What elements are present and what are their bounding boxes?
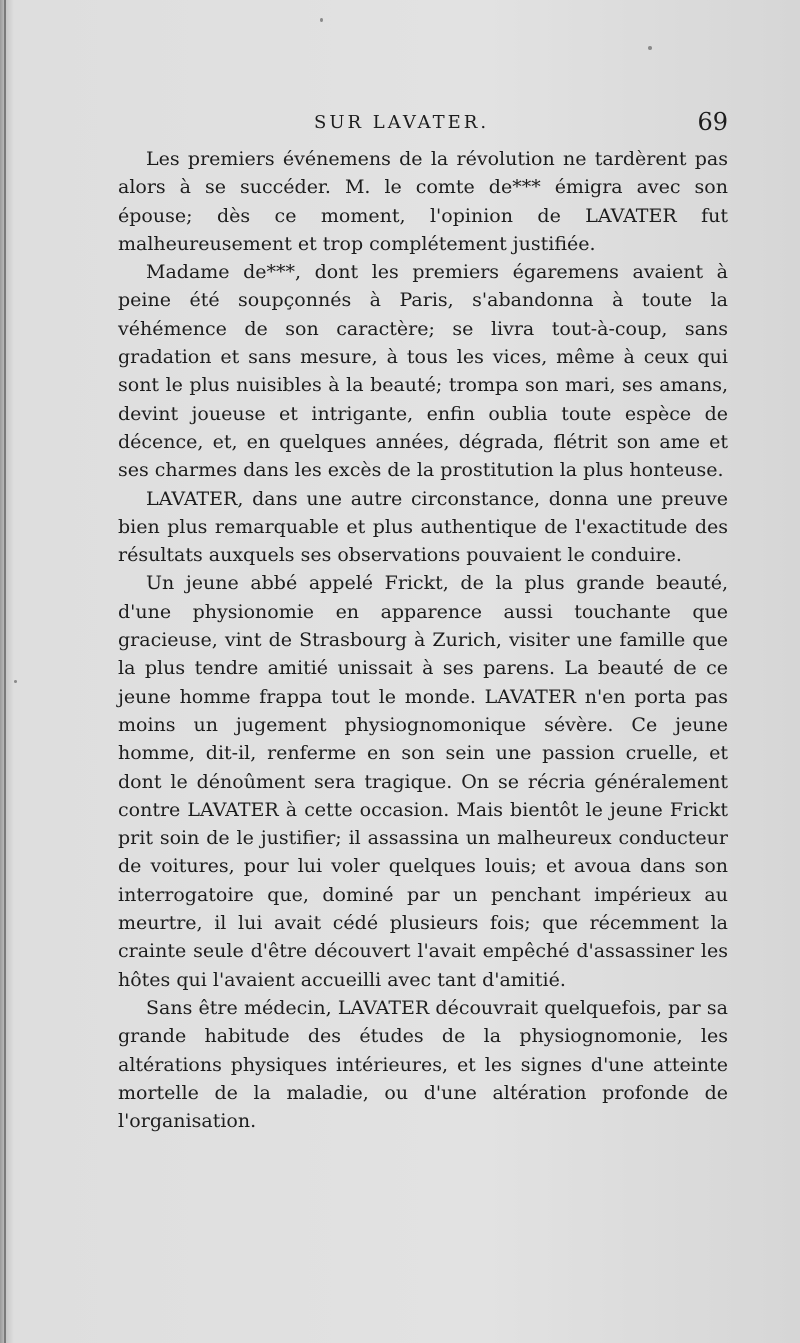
ink-speck	[648, 46, 652, 50]
running-title: SUR LAVATER.	[314, 112, 490, 133]
ink-speck	[320, 18, 323, 22]
page-gutter-edge	[4, 0, 6, 1343]
paragraph: Madame de***, dont les premiers égaremens avaient à peine été soupçonnés à Paris, s'abandonna à toute la véhémence de son caractère; se livra tout-à-coup, sans gradation et sans mesure, à tous les vices, même à ceux qui sont le plus nuisibles à la beauté; trompa son mari, ses amans, devint joueuse et intrigante, enfin oublia toute espèce de décence, et, en quelques années, dégrada, flétrit son ame et ses charmes dans les excès de la prostitution la plus honteuse.	[118, 261, 728, 482]
page-number: 69	[697, 108, 728, 136]
paragraph: Un jeune abbé appelé Frickt, de la plus grande beauté, d'une physionomie en apparence aussi touchante que gracieuse, vint de Strasbourg à Zurich, visiter une famille que la plus tendre amitié unissait à ses parens. La beauté de ce jeune homme frappa tout le monde. LAVATER n'en porta pas moins un jugement physiognomonique sévère. Ce jeune homme, dit-il, renferme en son sein une passion cruelle, et dont le dénoûment sera tragique. On se récria généralement contre LAVATER à cette occasion. Mais bientôt le jeune Frickt prit soin de le justifier; il assassina un malheureux conducteur de voitures, pour lui voler quelques louis; et avoua dans son interrogatoire que, dominé par un penchant impérieux au meurtre, il lui avait cédé plusieurs fois; que récemment la crainte seule d'être découvert l'avait empêché d'assassiner les hôtes qui l'avaient accueilli avec tant d'amitié.	[118, 572, 728, 991]
ink-speck	[14, 680, 17, 683]
body-text	[118, 145, 728, 1135]
running-head	[118, 108, 728, 138]
paragraph: LAVATER, dans une autre circonstance, donna une preuve bien plus remarquable et plus authentique de l'exactitude des résultats auxquels ses observations pouvaient le conduire.	[118, 487, 728, 567]
paragraph: Sans être médecin, LAVATER découvrait quelquefois, par sa grande habitude des études de la physiognomonie, les altérations physiques intérieures, et les signes d'une atteinte mortelle de la maladie, ou d'une altération profonde de l'organisation.	[118, 996, 728, 1133]
paragraph: Les premiers événemens de la révolution ne tardèrent pas alors à se succéder. M. le comte de*** émigra avec son épouse; dès ce moment, l'opinion de LAVATER fut malheureusement et trop complétement justifiée.	[118, 148, 728, 255]
